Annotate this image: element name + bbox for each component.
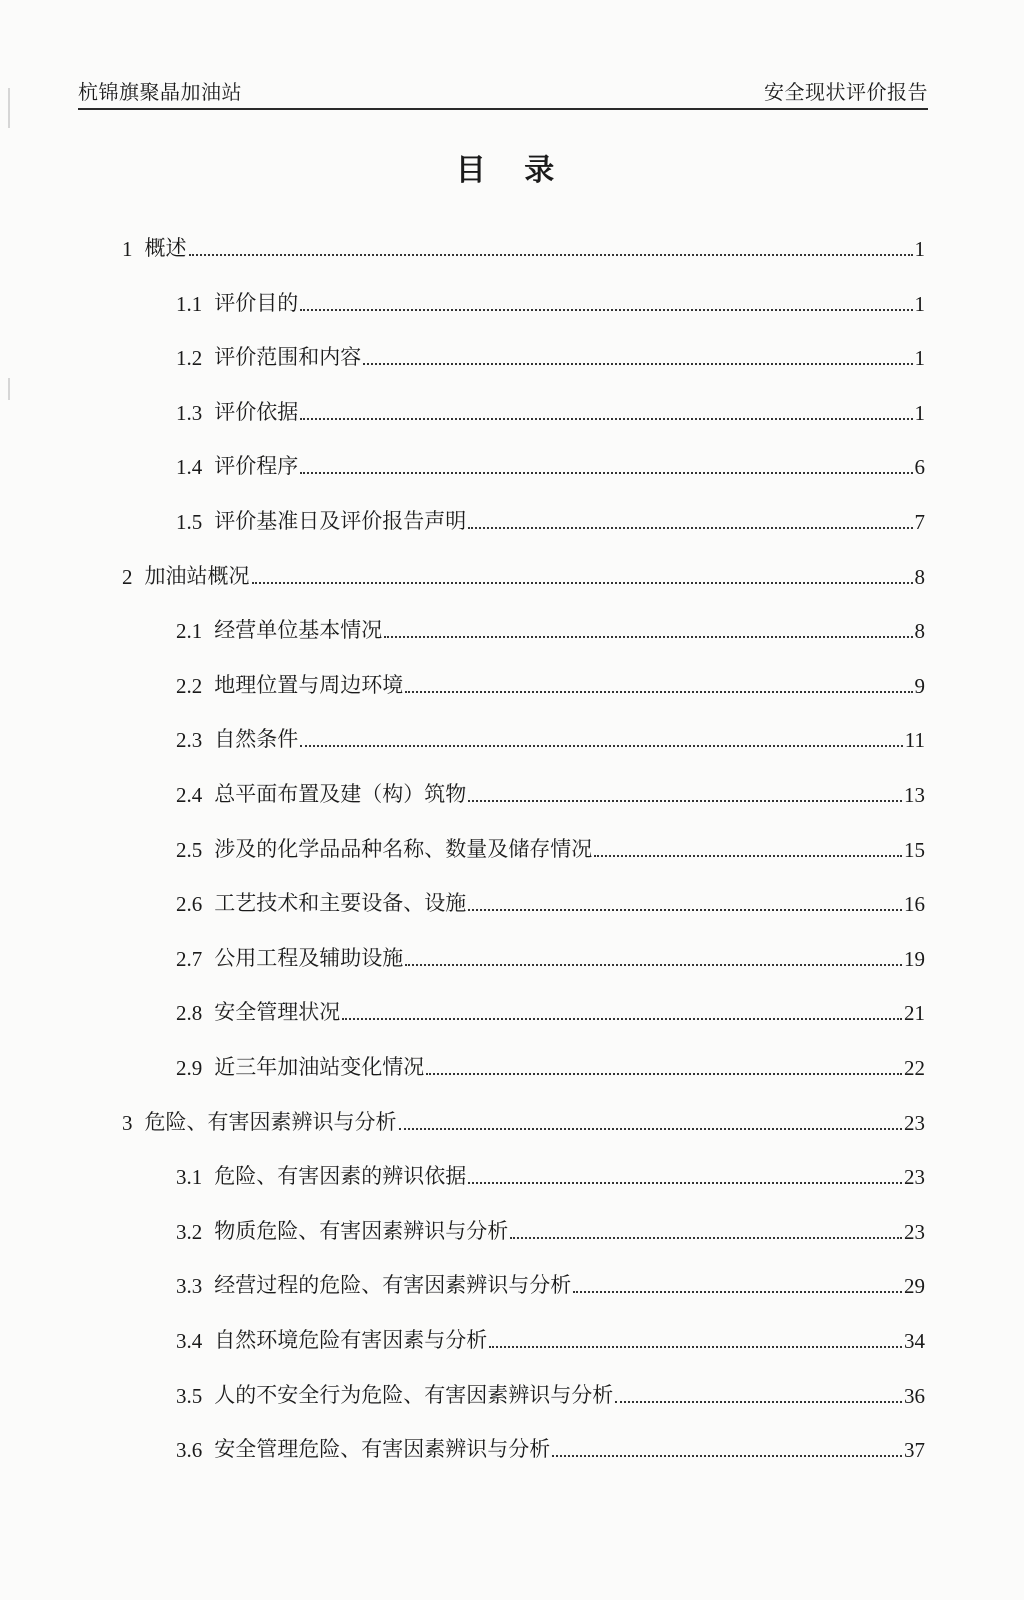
- toc-section-title: 总平面布置及建（构）筑物: [214, 782, 467, 806]
- toc-title: 目 录: [455, 153, 569, 188]
- toc-dot-leader: [468, 800, 902, 802]
- toc-dot-leader: [615, 1401, 902, 1403]
- toc-entry[interactable]: [176, 1269, 925, 1299]
- toc-section-title: 涉及的化学品品种名称、数量及储存情况: [214, 836, 593, 861]
- toc-section-number: 2.5: [176, 837, 203, 862]
- toc-entry[interactable]: [176, 778, 925, 808]
- toc-section-number: 3.6: [176, 1438, 203, 1463]
- toc-page-number: 13: [904, 783, 925, 807]
- toc-section-number: 3.1: [176, 1165, 203, 1190]
- toc-page-number: 6: [914, 455, 925, 480]
- toc-section-number: 1.3: [176, 400, 203, 425]
- toc-dot-leader: [300, 472, 912, 474]
- toc-dot-leader: [573, 1291, 902, 1293]
- toc-dot-leader: [300, 309, 912, 311]
- toc-entry[interactable]: [176, 341, 925, 371]
- toc-dot-leader: [552, 1455, 902, 1457]
- toc-dot-leader: [426, 1073, 902, 1075]
- toc-entry[interactable]: [176, 887, 925, 917]
- toc-section-number: 1.5: [176, 510, 203, 534]
- toc-entry[interactable]: [176, 396, 925, 426]
- toc-page-number: 22: [904, 1056, 925, 1080]
- toc-entry[interactable]: [122, 1106, 925, 1136]
- toc-section-number: 2.4: [176, 783, 203, 807]
- toc-section-number: 2.7: [176, 946, 203, 971]
- toc-section-title: 经营单位基本情况: [214, 618, 383, 643]
- scan-edge-mark: [8, 88, 10, 128]
- toc-section-title: 评价依据: [214, 399, 299, 424]
- toc-page-number: 16: [904, 892, 925, 917]
- header-report-title: 安全现状评价报告: [764, 80, 928, 104]
- toc-page-number: 23: [904, 1219, 925, 1244]
- toc-section-number: 2.6: [176, 892, 203, 917]
- toc-page-number: 36: [904, 1383, 925, 1408]
- toc-section-number: 2.1: [176, 619, 203, 644]
- toc-entry[interactable]: [176, 287, 925, 317]
- toc-page-number: 11: [904, 728, 925, 753]
- toc-entry[interactable]: [176, 1051, 925, 1081]
- toc-dot-leader: [468, 909, 902, 911]
- toc-section-title: 概述: [144, 236, 187, 260]
- toc-page-number: 8: [914, 564, 925, 589]
- toc-dot-leader: [468, 527, 912, 529]
- toc-entry[interactable]: [122, 232, 925, 262]
- toc-section-number: 3.3: [176, 1274, 203, 1299]
- toc-dot-leader: [405, 691, 912, 693]
- scan-edge-mark: [8, 378, 10, 400]
- toc-section-number: 2: [122, 564, 133, 589]
- toc-page-number: 1: [914, 291, 925, 316]
- toc-section-number: 1.1: [176, 291, 203, 316]
- toc-section-title: 评价基准日及评价报告声明: [214, 509, 467, 533]
- toc-page-number: 23: [904, 1165, 925, 1190]
- toc-section-number: 2.2: [176, 673, 203, 698]
- toc-entry[interactable]: [176, 1379, 925, 1409]
- toc-dot-leader: [384, 636, 912, 638]
- toc-section-title: 加油站概况: [144, 563, 250, 588]
- toc-dot-leader: [189, 254, 913, 256]
- toc-section-number: 3: [122, 1110, 133, 1135]
- toc-entry[interactable]: [176, 996, 925, 1026]
- toc-entry[interactable]: [176, 450, 925, 480]
- toc-dot-leader: [399, 1128, 903, 1130]
- toc-section-number: 2.8: [176, 1001, 203, 1026]
- toc-section-title: 经营过程的危险、有害因素辨识与分析: [214, 1273, 572, 1298]
- toc-dot-leader: [363, 363, 912, 365]
- toc-page-number: 29: [904, 1274, 925, 1299]
- toc-dot-leader: [594, 855, 902, 857]
- header-company-name: 杭锦旗聚晶加油站: [78, 80, 242, 104]
- toc-entry[interactable]: [176, 1215, 925, 1245]
- toc-page-number: 19: [904, 946, 925, 971]
- toc-section-title: 危险、有害因素辨识与分析: [144, 1109, 397, 1134]
- toc-dot-leader: [468, 1182, 902, 1184]
- toc-entry[interactable]: [176, 1433, 925, 1463]
- toc-page-number: 8: [914, 619, 925, 644]
- toc-dot-leader: [252, 582, 913, 584]
- toc-section-title: 安全管理危险、有害因素辨识与分析: [214, 1437, 551, 1462]
- toc-dot-leader: [405, 964, 902, 966]
- toc-section-title: 评价程序: [214, 454, 299, 479]
- toc-section-number: 3.5: [176, 1383, 203, 1408]
- toc-section-title: 自然环境危险有害因素与分析: [214, 1328, 488, 1352]
- toc-page-number: 34: [904, 1329, 925, 1353]
- toc-entry[interactable]: [176, 614, 925, 644]
- toc-section-title: 物质危险、有害因素辨识与分析: [214, 1218, 509, 1243]
- toc-section-title: 自然条件: [214, 727, 299, 752]
- toc-page-number: 37: [904, 1438, 925, 1463]
- toc-entry[interactable]: [176, 833, 925, 863]
- toc-section-title: 安全管理状况: [214, 1000, 341, 1025]
- toc-section-title: 危险、有害因素的辨识依据: [214, 1164, 467, 1189]
- toc-section-title: 评价目的: [214, 290, 299, 315]
- toc-page-number: 7: [914, 510, 925, 534]
- page-header: [78, 76, 928, 110]
- toc-entry[interactable]: [176, 1324, 925, 1354]
- toc-section-title: 近三年加油站变化情况: [214, 1055, 425, 1079]
- toc-dot-leader: [300, 418, 912, 420]
- toc-page-number: 1: [914, 237, 925, 261]
- toc-dot-leader: [489, 1346, 902, 1348]
- toc-entry[interactable]: [176, 1160, 925, 1190]
- toc-section-number: 2.9: [176, 1056, 203, 1080]
- toc-entry[interactable]: [176, 723, 925, 753]
- toc-page-number: 21: [904, 1001, 925, 1026]
- toc-section-title: 公用工程及辅助设施: [214, 945, 404, 970]
- toc-page-number: 1: [914, 400, 925, 425]
- toc-section-title: 人的不安全行为危险、有害因素辨识与分析: [214, 1382, 614, 1407]
- toc-page-number: 9: [914, 673, 925, 698]
- toc-entry[interactable]: [176, 942, 925, 972]
- toc-dot-leader: [300, 745, 903, 747]
- toc-dot-leader: [342, 1018, 902, 1020]
- toc-section-number: 3.4: [176, 1329, 203, 1353]
- toc-section-title: 地理位置与周边环境: [214, 672, 404, 697]
- toc-page-number: 1: [914, 346, 925, 371]
- toc-page-number: 15: [904, 837, 925, 862]
- toc-section-title: 评价范围和内容: [214, 345, 362, 370]
- toc-entry[interactable]: [176, 505, 925, 535]
- toc-section-number: 1.4: [176, 455, 203, 480]
- toc-dot-leader: [510, 1237, 902, 1239]
- toc-entry[interactable]: [176, 669, 925, 699]
- toc-entry[interactable]: [122, 560, 925, 590]
- toc-section-number: 2.3: [176, 728, 203, 753]
- toc-section-number: 3.2: [176, 1219, 203, 1244]
- toc-section-number: 1: [122, 237, 133, 261]
- toc-section-title: 工艺技术和主要设备、设施: [214, 891, 467, 916]
- toc-page-number: 23: [904, 1110, 925, 1135]
- toc-section-number: 1.2: [176, 346, 203, 371]
